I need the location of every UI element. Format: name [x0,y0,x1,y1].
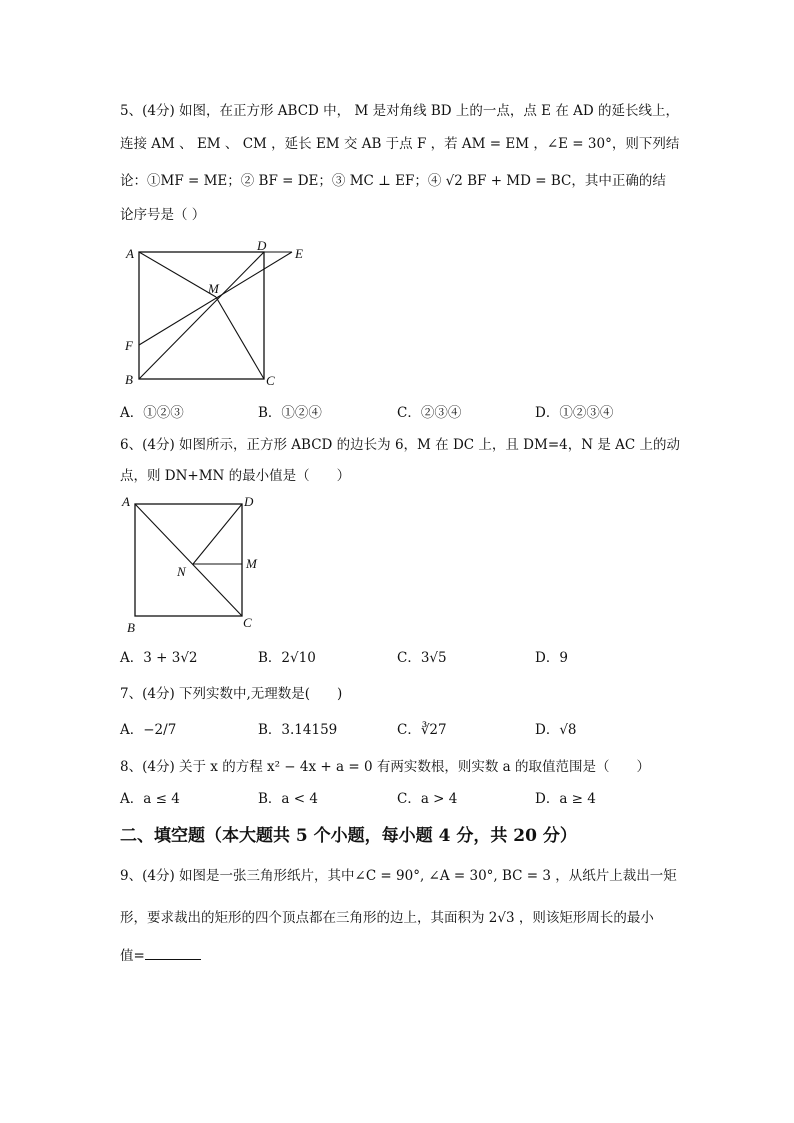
q7-line-1: 7、(4分) 下列实数中,无理数是( ) [120,686,343,702]
q7-option-b[interactable]: B．3.14159 [258,722,338,738]
q9-line-3 [120,945,201,966]
q6-label-n: N [177,564,186,579]
q5-diagonal-bd [139,252,264,379]
q6-label-d: D [244,494,254,509]
q5-option-c[interactable]: C．②③④ [397,405,462,421]
q8-option-c[interactable]: C．a > 4 [397,791,458,807]
q6-label-b: B [127,620,135,635]
q6-diagonal-ac [135,504,242,616]
q6-line-2: 点，则 DN+MN 的最小值是（ ） [120,468,351,484]
q8-option-a[interactable]: A．a ≤ 4 [120,791,180,807]
q5-line-1: 5、(4分) 如图，在正方形 ABCD 中， M 是对角线 BD 上的一点，点 E 在 AD 的延长线上， [120,103,679,119]
q8-option-d[interactable]: D．a ≥ 4 [535,791,596,807]
q9-line-3-text: 值= [120,948,145,964]
q5-label-a: A [126,246,134,261]
q6-label-m: M [246,556,257,571]
q6-option-c[interactable]: C．3√5 [397,650,447,666]
q7-option-d[interactable]: D．√8 [535,722,577,738]
q5-segment-mc [216,297,264,379]
q8-line-1: 8、(4分) 关于 x 的方程 x² − 4x + a = 0 有两实数根，则实数 a 的取值范围是（ ） [120,759,650,775]
q6-option-b[interactable]: B．2√10 [258,650,316,666]
q5-label-d: D [257,238,267,253]
q6-option-d[interactable]: D．9 [535,650,568,666]
q5-label-c: C [266,373,275,388]
q6-figure [115,490,275,635]
q5-line-4: 论序号是（ ） [120,207,206,223]
q6-label-a: A [122,494,130,509]
q5-segment-am [139,252,216,297]
q9-line-1: 9、(4分) 如图是一张三角形纸片，其中∠C = 90°, ∠A = 30°, BC = 3 ，从纸片上裁出一矩 [120,868,677,884]
q6-segment-dn [193,504,242,564]
q8-option-b[interactable]: B．a < 4 [258,791,318,807]
q5-label-f: F [125,338,133,353]
q5-figure [115,236,315,391]
q6-line-1: 6、(4分) 如图所示，正方形 ABCD 的边长为 6，M 在 DC 上，且 DM=4，N 是 AC 上的动 [120,437,680,453]
q7-option-c[interactable]: C．∛27 [397,722,447,738]
q5-option-b[interactable]: B．①②④ [258,405,322,421]
q5-option-a[interactable]: A．①②③ [120,405,184,421]
q5-label-e: E [295,246,303,261]
q6-option-a[interactable]: A．3 + 3√2 [120,650,198,666]
q7-option-a[interactable]: A．−2/7 [120,722,177,738]
q6-label-c: C [243,615,252,630]
q9-answer-blank[interactable] [145,945,201,960]
q5-label-b: B [125,372,133,387]
q9-line-2: 形，要求裁出的矩形的四个顶点都在三角形的边上，其面积为 2√3 ，则该矩形周长的最小 [120,910,654,926]
q5-option-d[interactable]: D．①②③④ [535,405,614,421]
q5-line-2: 连接 AM 、 EM 、 CM ，延长 EM 交 AB 于点 F ，若 AM = EM ，∠E = 30°，则下列结 [120,136,680,152]
section-2-title: 二、填空题（本大题共 5 个小题，每小题 4 分，共 20 分） [120,826,577,846]
q5-line-3: 论：①MF = ME；② BF = DE；③ MC ⊥ EF；④ √2 BF + MD = BC，其中正确的结 [120,173,666,189]
q5-label-m: M [208,281,219,296]
